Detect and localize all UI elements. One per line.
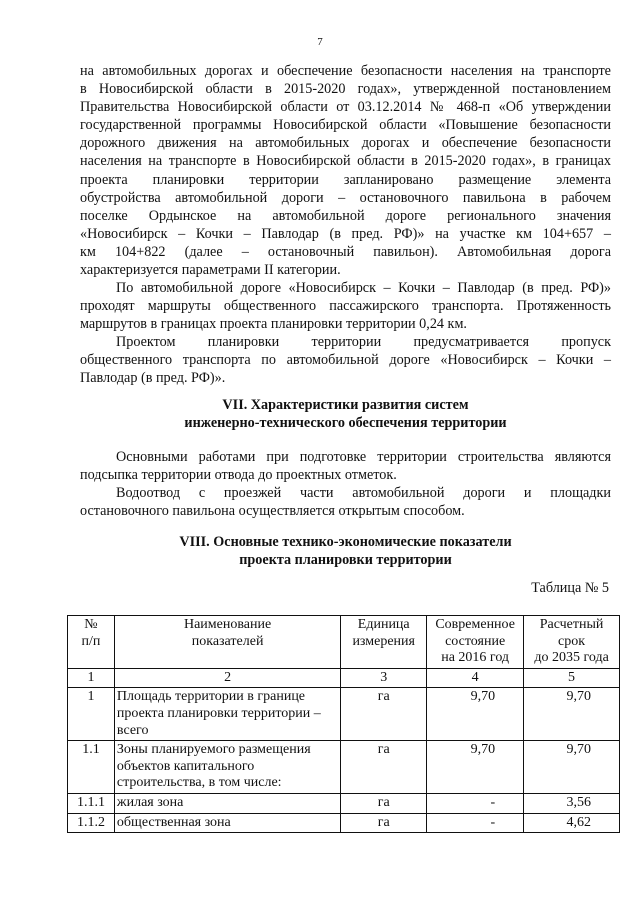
text-line: «Новосибирск – Кочки – Павлодар (в пред. РФ)» на участке км 104+657 – bbox=[80, 225, 611, 242]
section-7-paragraph-1 bbox=[80, 448, 611, 484]
section-7-paragraph-2 bbox=[80, 484, 611, 520]
text-line: населения на транспорте в Новосибирской области в 2015-2020 годах», в границах bbox=[80, 153, 611, 170]
table-row bbox=[68, 688, 620, 741]
text-line: проекта планировки территории запланировано размещение элемента bbox=[80, 171, 611, 188]
paragraph-public-transport bbox=[80, 333, 611, 387]
paragraph-transit-routes bbox=[80, 279, 611, 333]
table-column-numbers-row bbox=[68, 668, 620, 688]
column-number: 2 bbox=[114, 668, 340, 688]
table-header-row bbox=[68, 616, 620, 669]
table-row bbox=[68, 813, 620, 833]
table-row bbox=[68, 741, 620, 794]
row-current: 9,70 bbox=[427, 688, 524, 741]
row-unit: га bbox=[341, 793, 427, 813]
text-line: Проектом планировки территории предусматривается пропуск bbox=[116, 334, 611, 350]
text-line: Основными работами при подготовке территории строительства являются bbox=[116, 449, 611, 465]
header-unit: Единица измерения bbox=[341, 616, 427, 669]
header-name: Наименование показателей bbox=[114, 616, 340, 669]
row-name: Зоны планируемого размещения объектов капитального строительства, в том числе: bbox=[114, 741, 340, 794]
row-number: 1.1 bbox=[68, 741, 115, 794]
row-current: - bbox=[427, 813, 524, 833]
header-current: Современное состояние на 2016 год bbox=[427, 616, 524, 669]
text-line: остановочного павильона осуществляется открытым способом. bbox=[80, 503, 465, 520]
text-line: Правительства Новосибирской области от 03.12.2014 № 468-п «Об утверждении bbox=[80, 99, 611, 116]
text-line: государственной программы Новосибирской области «Повышение безопасности bbox=[80, 117, 611, 134]
table-label: Таблица № 5 bbox=[531, 580, 609, 596]
text-line: обустройства автомобильной дороги – остановочного павильона в рабочем bbox=[80, 189, 611, 206]
text-line: проходят маршруты общественного пассажирского транспорта. Протяженность bbox=[80, 298, 611, 315]
row-unit: га bbox=[341, 741, 427, 794]
table-row bbox=[68, 793, 620, 813]
column-number: 4 bbox=[427, 668, 524, 688]
text-line: По автомобильной дороге «Новосибирск – Кочки – Павлодар (в пред. РФ)» bbox=[116, 280, 611, 296]
header-target: Расчетный срок до 2035 года bbox=[524, 616, 620, 669]
row-target: 4,62 bbox=[524, 813, 620, 833]
text-line: общественного транспорта по автомобильной дороге «Новосибирск – Кочки – bbox=[80, 352, 611, 369]
text-line: дорожного движения на автомобильных дорогах и обеспечение безопасности bbox=[80, 135, 611, 152]
section-8-heading: VIII. Основные технико-экономические показатели проекта планировки территории bbox=[179, 534, 512, 568]
row-number: 1 bbox=[68, 688, 115, 741]
text-line: Водоотвод с проезжей части автомобильной дороги и площадки bbox=[116, 485, 611, 501]
row-current: 9,70 bbox=[427, 741, 524, 794]
row-unit: га bbox=[341, 688, 427, 741]
row-target: 9,70 bbox=[524, 688, 620, 741]
row-number: 1.1.1 bbox=[68, 793, 115, 813]
paragraph-program-reference bbox=[80, 62, 611, 279]
text-line: км 104+822 (далее – остановочный павильон). Автомобильная дорога bbox=[80, 243, 611, 260]
text-line: поселке Ордынское на автомобильной дороге регионального значения bbox=[80, 207, 611, 224]
column-number: 5 bbox=[524, 668, 620, 688]
column-number: 1 bbox=[68, 668, 115, 688]
text-line: Павлодар (в пред. РФ)». bbox=[80, 370, 226, 387]
header-number: № п/п bbox=[68, 616, 115, 669]
row-target: 3,56 bbox=[524, 793, 620, 813]
row-name: Площадь территории в границе проекта планировки территории – всего bbox=[114, 688, 340, 741]
indicators-table bbox=[67, 615, 620, 833]
row-target: 9,70 bbox=[524, 741, 620, 794]
page-number: 7 bbox=[317, 36, 323, 48]
text-line: маршрутов в границах проекта планировки территории 0,24 км. bbox=[80, 316, 467, 333]
row-unit: га bbox=[341, 813, 427, 833]
row-number: 1.1.2 bbox=[68, 813, 115, 833]
row-name: общественная зона bbox=[114, 813, 340, 833]
text-line: на автомобильных дорогах и обеспечение безопасности населения на транспорте bbox=[80, 63, 611, 79]
text-line: характеризуется параметрами II категории. bbox=[80, 262, 341, 279]
row-name: жилая зона bbox=[114, 793, 340, 813]
row-current: - bbox=[427, 793, 524, 813]
text-line: в Новосибирской области в 2015-2020 годах», утвержденной постановлением bbox=[80, 81, 611, 98]
text-line: подсыпка территории отвода до проектных отметок. bbox=[80, 467, 397, 484]
section-7-heading: VII. Характеристики развития систем инженерно-технического обеспечения территории bbox=[184, 397, 507, 431]
column-number: 3 bbox=[341, 668, 427, 688]
